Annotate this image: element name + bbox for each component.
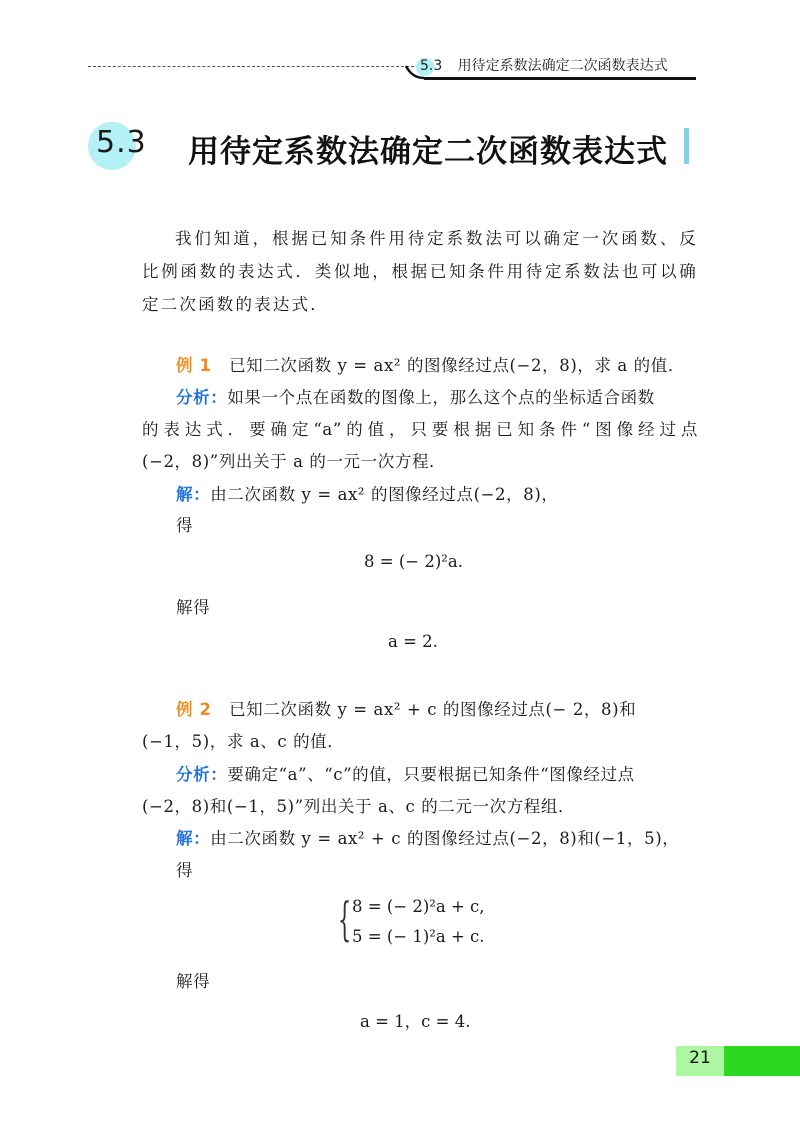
example-1 [176,352,685,376]
solution-line: 由二次函数 y = ax² 的图像经过点(−2，8)， [210,485,559,504]
jiede-text: 解得 [176,598,211,617]
example-2-label: 例 2 [176,700,212,719]
analysis-line: (−2，8)”列出关于 a 的一元一次方程． [142,452,447,471]
analysis-line: 的表达式．要确定“a”的值，只要根据已知条件“图像经过点 [142,420,698,439]
result: a = 2. [388,632,438,651]
system-equation-1: 8 = (− 2)²a + c, [352,897,485,916]
header-rule [88,66,414,67]
analysis-label: 分析： [176,388,228,407]
analysis-label: 分析： [176,765,228,784]
jiede-text: 解得 [176,972,211,991]
solution-line: 由二次函数 y = ax² + c 的图像经过点(−2，8)和(−1，5)， [210,829,680,848]
page-number-stripe [724,1046,800,1076]
example-1-text: 已知二次函数 y = ax² 的图像经过点(−2，8)，求 a 的值． [229,356,685,375]
system-brace: { [338,892,352,946]
solution-label: 解： [176,829,211,848]
example-2-solution [176,825,679,849]
system-equation-2: 5 = (− 1)²a + c. [352,927,485,946]
page-number: 21 [689,1048,711,1068]
analysis-line: 如果一个点在函数的图像上，那么这个点的坐标适合函数 [227,388,655,407]
section-number: 5.3 [96,125,147,160]
analysis-line: 要确定“a”、“c”的值，只要根据已知条件“图像经过点 [227,765,635,784]
de-text: 得 [176,861,194,880]
example-1-analysis [176,384,655,408]
equation: 8 = (− 2)²a. [364,552,463,571]
section-title: 用待定系数法确定二次函数表达式 [188,134,668,170]
example-2-analysis [176,761,635,785]
example-1-label: 例 1 [176,356,212,375]
analysis-line: (−2，8)和(−1，5)”列出关于 a、c 的二元一次方程组． [142,797,576,816]
result: a = 1，c = 4. [360,1012,471,1031]
header-section-number: 5.3 [418,58,444,74]
de-text: 得 [176,516,194,535]
example-2 [176,696,636,720]
example-1-solution [176,481,558,505]
example-2-text-line2: (−1，5)，求 a、c 的值． [142,732,345,751]
solution-label: 解： [176,485,211,504]
example-2-text: 已知二次函数 y = ax² + c 的图像经过点(− 2，8)和 [229,700,637,719]
running-header [418,55,668,75]
intro-paragraph: 我们知道，根据已知条件用待定系数法可以确定一次函数、反比例函数的表达式．类似地，根据已知条件用待定系数法也可以确定二次函数的表达式． [142,229,698,314]
header-bar [424,77,696,80]
header-title: 用待定系数法确定二次函数表达式 [457,58,668,74]
title-accent-bar [684,128,689,164]
